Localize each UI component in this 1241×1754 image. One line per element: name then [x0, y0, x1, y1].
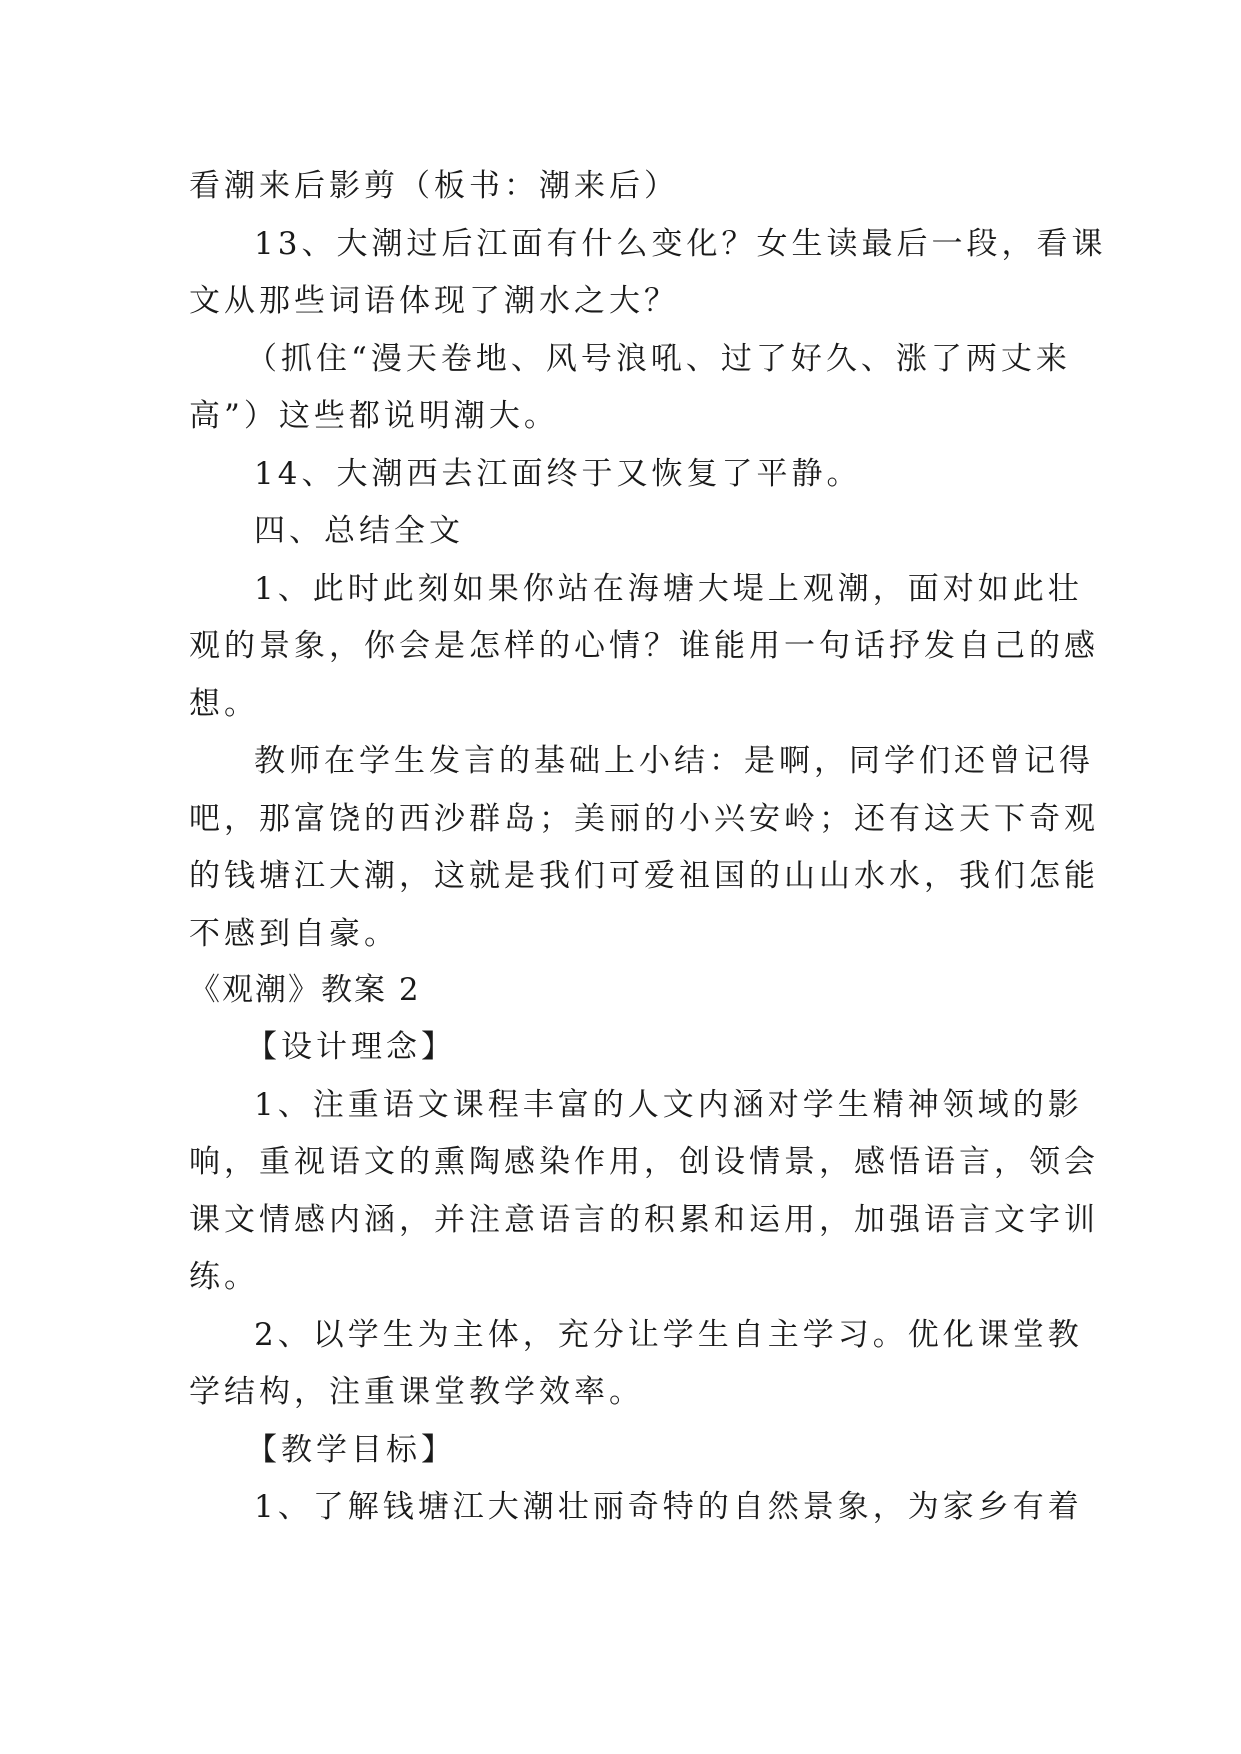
text-line: 1、注重语文课程丰富的人文内涵对学生精神领域的影 [254, 1087, 1083, 1123]
section-heading: 【教学目标】 [246, 1432, 456, 1468]
text-line: 高”）这些都说明潮大。 [189, 398, 559, 434]
text-line: 吧，那富饶的西沙群岛；美丽的小兴安岭；还有这天下奇观 [189, 801, 1099, 837]
text-line: 学结构，注重课堂教学效率。 [189, 1374, 644, 1410]
text-line: 的钱塘江大潮，这就是我们可爱祖国的山山水水，我们怎能 [189, 858, 1099, 894]
text-line: 练。 [189, 1259, 259, 1295]
section-heading: 【设计理念】 [246, 1029, 456, 1065]
text-line: 想。 [189, 686, 259, 722]
text-line: 看潮来后影剪（板书：潮来后） [189, 168, 679, 204]
text-line: 1、了解钱塘江大潮壮丽奇特的自然景象，为家乡有着 [254, 1489, 1083, 1525]
text-line: 课文情感内涵，并注意语言的积累和运用，加强语言文字训 [189, 1202, 1099, 1238]
text-line: 教师在学生发言的基础上小结：是啊，同学们还曾记得 [254, 743, 1094, 779]
text-line: 观的景象，你会是怎样的心情？谁能用一句话抒发自己的感 [189, 628, 1099, 664]
text-line: 2、以学生为主体，充分让学生自主学习。优化课堂教 [254, 1317, 1083, 1353]
section-title: 《观潮》教案 2 [189, 972, 421, 1008]
text-line: 13、大潮过后江面有什么变化？女生读最后一段，看课 [254, 226, 1107, 262]
text-line: 14、大潮西去江面终于又恢复了平静。 [254, 456, 862, 492]
text-line: 1、此时此刻如果你站在海塘大堤上观潮，面对如此壮 [254, 571, 1083, 607]
text-line: 文从那些词语体现了潮水之大？ [189, 283, 679, 319]
text-line: 不感到自豪。 [189, 916, 399, 952]
text-line: （抓住“漫天卷地、风号浪吼、过了好久、涨了两丈来 [246, 341, 1071, 377]
text-line: 响，重视语文的熏陶感染作用，创设情景，感悟语言，领会 [189, 1144, 1099, 1180]
section-heading: 四、总结全文 [254, 513, 464, 549]
